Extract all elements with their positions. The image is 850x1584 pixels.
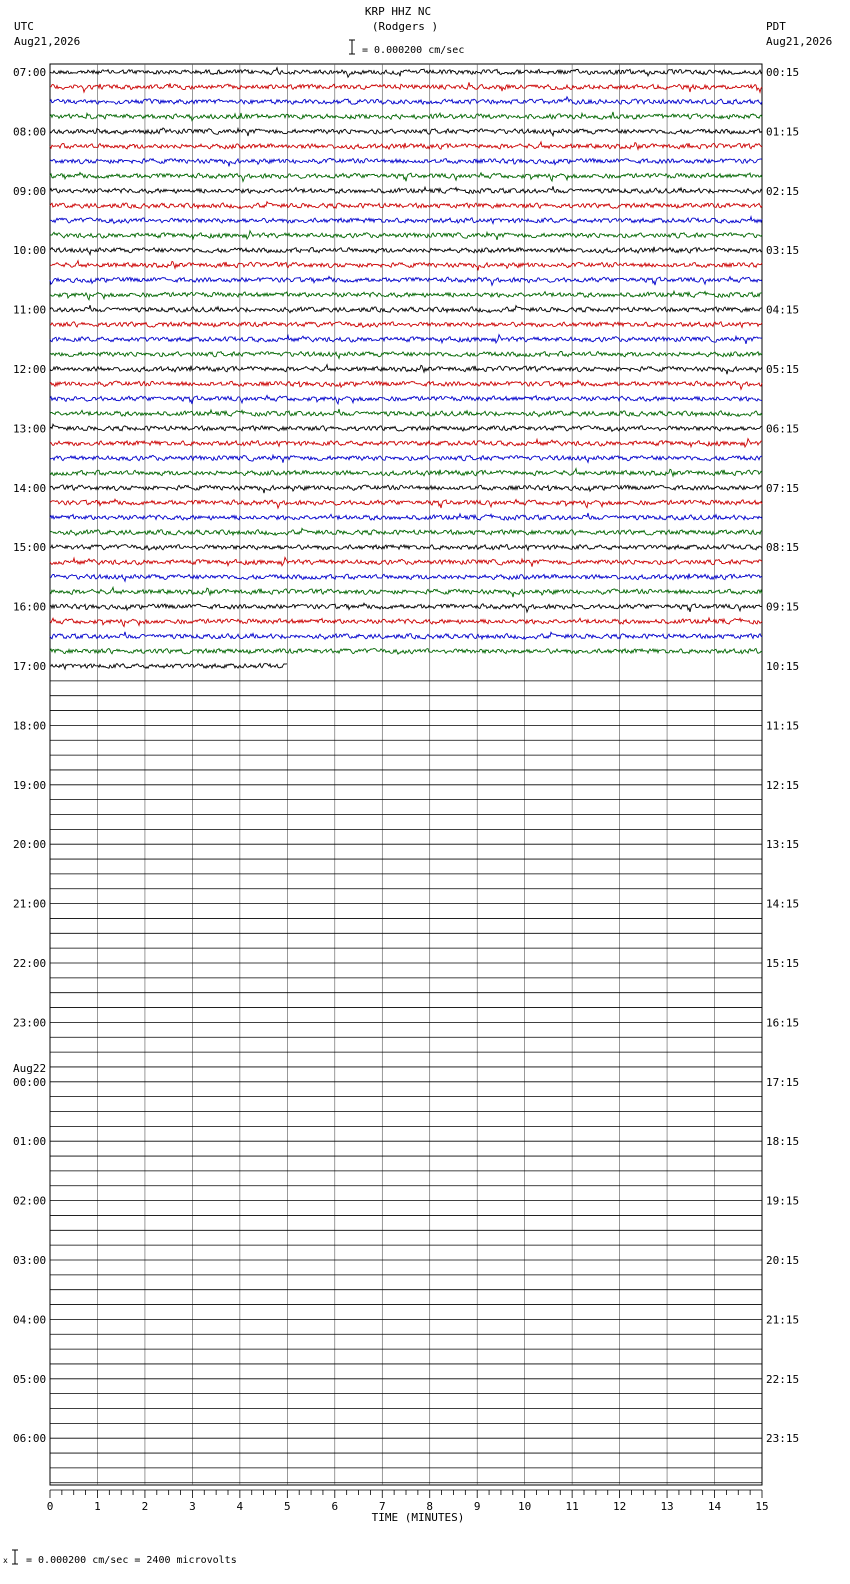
utc-hour-label: 19:00 — [13, 778, 47, 792]
seismic-trace — [50, 424, 762, 431]
utc-hour-label: 06:00 — [13, 1432, 47, 1446]
seismic-trace — [50, 499, 762, 508]
utc-hour-label: 22:00 — [13, 957, 47, 970]
x-tick-label: 5 — [284, 1500, 291, 1513]
seismic-trace — [50, 545, 762, 551]
pdt-hour-label: 16:15 — [766, 1016, 800, 1030]
utc-hour-label: 04:00 — [13, 1313, 47, 1327]
seismic-trace — [50, 158, 762, 166]
seismic-trace — [50, 409, 762, 417]
pdt-hour-label: 00:15 — [766, 66, 800, 79]
seismic-trace — [50, 217, 762, 224]
utc-hour-label: 08:00 — [13, 125, 47, 139]
x-tick-label: 12 — [612, 1500, 627, 1513]
seismic-trace — [50, 603, 762, 612]
seismic-trace — [50, 231, 762, 240]
utc-hour-label: 09:00 — [13, 184, 47, 198]
x-tick-label: 3 — [189, 1500, 196, 1513]
seismic-trace — [50, 485, 762, 493]
utc-hour-label: 21:00 — [13, 897, 47, 911]
pdt-hour-label: 01:15 — [766, 125, 800, 139]
utc-hour-label: 07:00 — [13, 66, 47, 79]
pdt-hour-label: 06:15 — [766, 422, 800, 436]
x-tick-label: 13 — [660, 1500, 674, 1513]
seismic-trace — [50, 618, 762, 627]
pdt-hour-label: 09:15 — [766, 600, 800, 614]
footer-marker: x — [3, 1556, 8, 1565]
pdt-hour-label: 04:15 — [766, 303, 800, 317]
pdt-hour-label: 08:15 — [766, 541, 800, 555]
pdt-hour-label: 05:15 — [766, 363, 800, 376]
seismic-trace — [50, 380, 762, 389]
seismic-trace — [50, 335, 762, 344]
seismic-trace — [50, 68, 762, 78]
utc-hour-label: 10:00 — [13, 244, 47, 258]
utc-hour-label: 14:00 — [13, 481, 47, 495]
utc-hour-label: 05:00 — [13, 1372, 47, 1386]
seismic-trace — [50, 112, 762, 121]
left-date-label: Aug21,2026 — [14, 35, 81, 48]
x-tick-label: 1 — [94, 1500, 101, 1513]
footer-scale-bar-icon — [12, 1550, 18, 1564]
seismic-trace — [50, 439, 762, 447]
pdt-hour-label: 14:15 — [766, 897, 800, 911]
pdt-hour-label: 03:15 — [766, 244, 800, 258]
seismic-trace — [50, 396, 762, 405]
x-tick-label: 8 — [426, 1500, 434, 1513]
seismic-trace — [50, 247, 762, 255]
seismic-trace — [50, 186, 762, 194]
left-zone-label: UTC — [14, 20, 34, 33]
pdt-hour-label: 07:15 — [766, 481, 800, 495]
trace-group — [50, 68, 762, 669]
seismic-trace — [50, 128, 762, 136]
seismic-trace — [50, 632, 762, 640]
seismic-trace — [50, 351, 762, 358]
pdt-hour-label: 11:15 — [766, 719, 800, 733]
right-date-label: Aug21,2026 — [766, 35, 833, 48]
utc-hour-label: 17:00 — [13, 660, 47, 673]
x-tick-label: 7 — [378, 1500, 386, 1513]
seismic-trace — [50, 574, 762, 582]
utc-hour-label: 11:00 — [13, 303, 47, 317]
utc-hour-label: 15:00 — [13, 541, 47, 555]
seismic-trace — [50, 277, 762, 286]
utc-date-label: Aug22 — [13, 1061, 47, 1075]
pdt-hour-label: 20:15 — [766, 1254, 800, 1267]
seismic-trace — [50, 305, 762, 313]
pdt-hour-label: 17:15 — [766, 1075, 800, 1089]
pdt-hour-label: 10:15 — [766, 660, 800, 673]
scale-text: = 0.000200 cm/sec — [362, 45, 465, 56]
x-tick-label: 4 — [236, 1500, 244, 1513]
utc-hour-label: 20:00 — [13, 838, 47, 852]
footer-scale-text: = 0.000200 cm/sec = 2400 microvolts — [26, 1555, 237, 1566]
utc-hour-label: 02:00 — [13, 1194, 47, 1208]
x-axis-label: TIME (MINUTES) — [371, 1511, 465, 1524]
utc-hour-label: 23:00 — [13, 1016, 47, 1030]
seismic-trace — [50, 587, 762, 597]
x-tick-label: 11 — [565, 1500, 579, 1513]
seismic-trace — [50, 469, 762, 477]
plot-frame — [50, 64, 762, 1485]
pdt-hour-label: 19:15 — [766, 1194, 800, 1208]
seismic-trace — [50, 513, 762, 520]
utc-hour-label: 00:00 — [13, 1075, 47, 1089]
seismic-trace — [50, 649, 762, 655]
utc-hour-label: 13:00 — [13, 422, 47, 436]
utc-hour-label: 16:00 — [13, 600, 47, 614]
x-tick-label: 15 — [755, 1500, 769, 1513]
seismic-trace — [50, 202, 762, 209]
station-location: (Rodgers ) — [371, 20, 439, 33]
station-title: KRP HHZ NC — [364, 5, 432, 18]
pdt-hour-label: 18:15 — [766, 1135, 800, 1149]
seismic-trace — [50, 173, 762, 182]
pdt-hour-label: 15:15 — [766, 957, 800, 970]
pdt-hour-label: 21:15 — [766, 1313, 800, 1327]
x-tick-label: 6 — [331, 1500, 339, 1513]
seismic-trace — [50, 82, 762, 92]
pdt-hour-label: 12:15 — [766, 778, 800, 792]
x-tick-label: 2 — [141, 1500, 149, 1513]
hour-labels — [13, 66, 799, 1445]
right-zone-label: PDT — [766, 20, 786, 33]
x-tick-label: 14 — [707, 1500, 722, 1513]
seismic-trace — [50, 142, 762, 150]
x-tick-label: 9 — [473, 1500, 481, 1513]
seismic-trace — [50, 558, 762, 567]
x-tick-label: 10 — [518, 1500, 532, 1513]
utc-hour-label: 12:00 — [13, 363, 47, 376]
seismic-trace — [50, 261, 762, 271]
pdt-hour-label: 22:15 — [766, 1372, 800, 1386]
pdt-hour-label: 02:15 — [766, 184, 800, 198]
plot-grid — [50, 64, 762, 1485]
pdt-hour-label: 13:15 — [766, 838, 800, 852]
x-tick-label: 0 — [46, 1500, 54, 1513]
seismic-trace — [50, 365, 762, 375]
utc-hour-label: 03:00 — [13, 1254, 47, 1267]
seismic-trace — [50, 97, 762, 105]
pdt-hour-label: 23:15 — [766, 1432, 800, 1446]
utc-hour-label: 18:00 — [13, 719, 47, 733]
x-axis — [47, 1490, 769, 1513]
seismic-trace — [50, 291, 762, 300]
seismic-trace — [50, 455, 762, 463]
scale-bar-icon — [349, 40, 355, 54]
utc-hour-label: 01:00 — [13, 1135, 47, 1149]
seismic-trace — [50, 664, 287, 670]
seismic-trace — [50, 528, 762, 535]
seismic-trace — [50, 322, 762, 328]
